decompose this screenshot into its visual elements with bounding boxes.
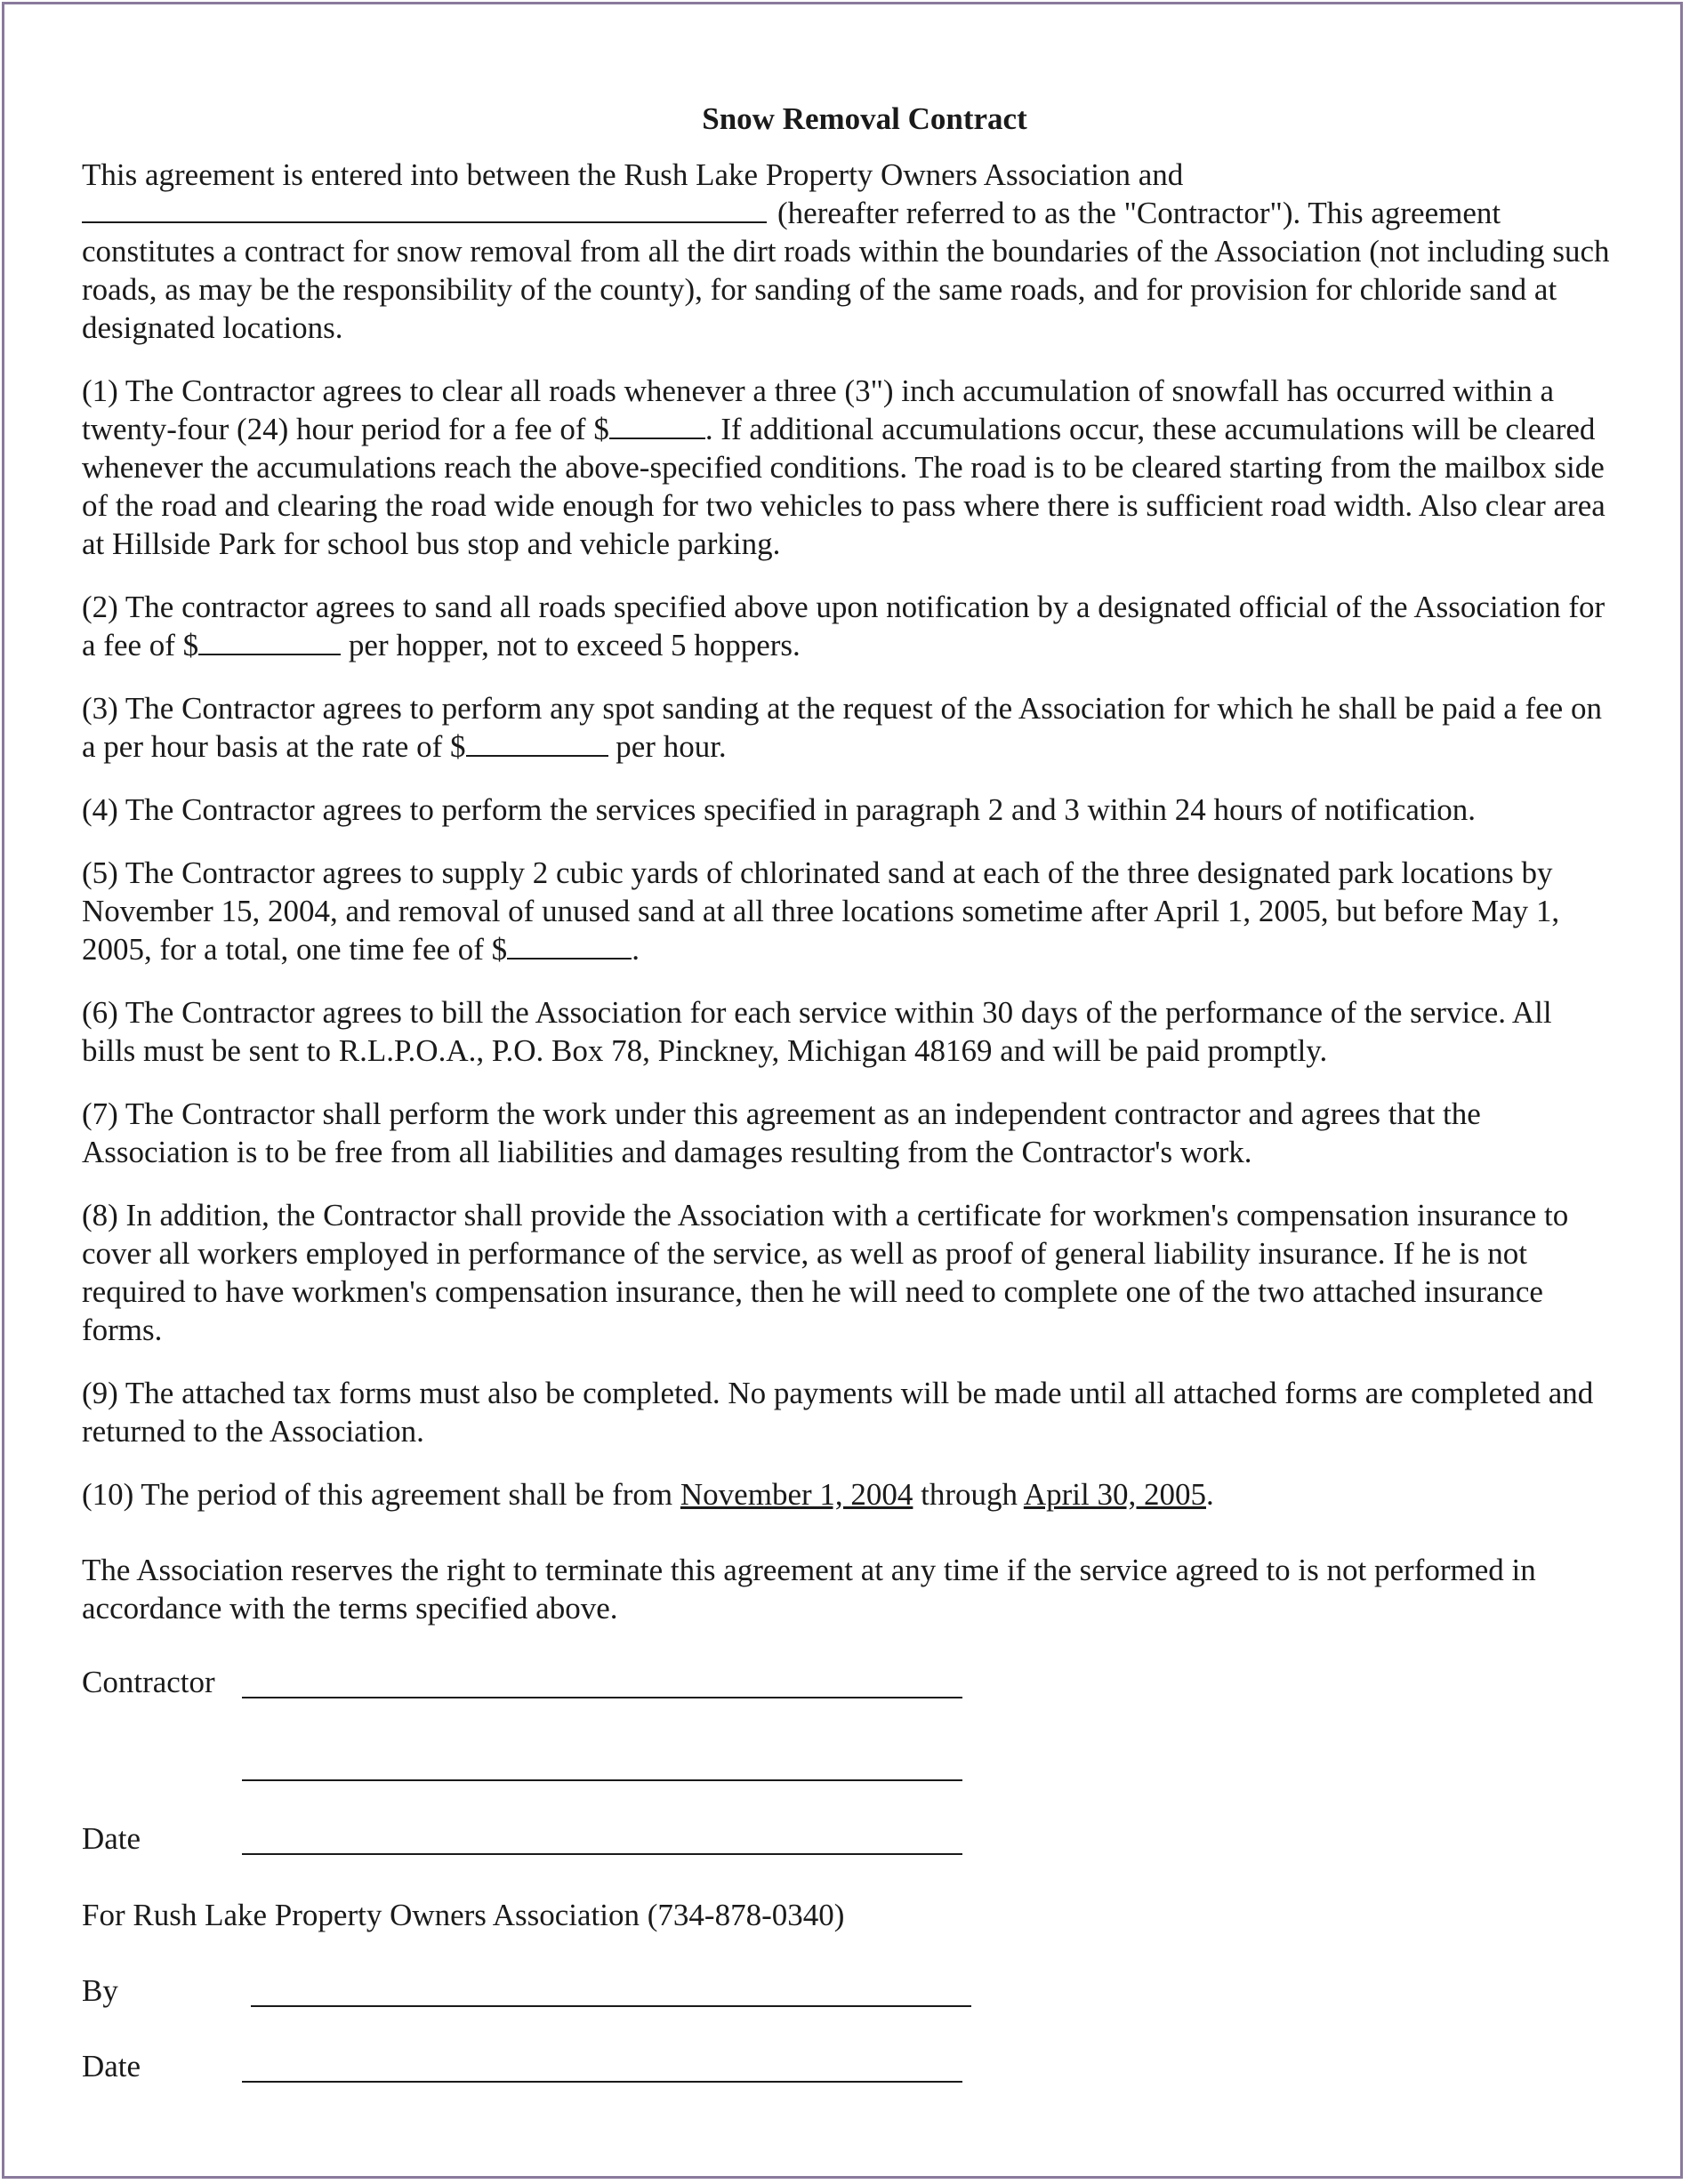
clause-5 <box>82 854 1612 968</box>
agreement-start-date: November 1, 2004 <box>680 1477 913 1512</box>
contractor-signature-row <box>82 1663 1612 1701</box>
termination-paragraph: The Association reserves the right to terminate this agreement at any time if the service agreed to is not performed in accordance with the terms specified above. <box>82 1553 1536 1626</box>
clause-2 <box>82 588 1612 664</box>
association-line: For Rush Lake Property Owners Association (734-878-0340) <box>82 1898 845 1932</box>
clause-1-text-a: (1) The Contractor agrees to clear all roads whenever a three (3") inch accumulation of snowfall has occurred within a twenty-four (24) hour period for a fee of $ <box>82 373 1555 446</box>
intro-paragraph <box>82 156 1612 347</box>
clause-10-text-c: . <box>1205 1477 1214 1512</box>
association-date-row <box>82 2047 1612 2085</box>
clause-10-text-mid: through <box>913 1477 1024 1512</box>
clause-9: (9) The attached tax forms must also be completed. No payments will be made until all attached forms are completed and returned to the Association. <box>82 1376 1594 1449</box>
clause-2-text-a: (2) The contractor agrees to sand all roads specified above upon notification by a designated official of the Association for a fee of $ <box>82 590 1606 662</box>
clause-1-text-b: . If additional accumulations occur, these accumulations will be cleared whenever the accumulations reach the above-specified conditions. The road is to be cleared starting from the mailbox side of the road and clearing the road wide enough for two vehicles to pass where there is sufficient road width. Also clear area at Hillside Park for school bus stop and vehicle parking. <box>82 412 1606 561</box>
clause-10 <box>82 1475 1612 1514</box>
clause-5-fee-blank <box>507 931 632 960</box>
clause-1-fee-blank <box>609 411 705 439</box>
clause-5-text-a: (5) The Contractor agrees to supply 2 cubic yards of chlorinated sand at each of the three designated park locations by November 15, 2004, and removal of unused sand at all three locations sometime after April 1, 2005, but before May 1, 2005, for a total, one time fee of $ <box>82 855 1560 967</box>
contractor-second-line-row <box>82 1746 1612 1784</box>
intro-continued: (hereafter referred to as the "Contractor"). This agreement constitutes a contract for snow removal from all the dirt roads within the boundaries of the Association (not including such roads, as may be the responsibility of the county), for sanding of the same roads, and for provision for chloride sand at designated locations. <box>82 196 1610 345</box>
document-title: Snow Removal Contract <box>702 101 1027 136</box>
by-signature-line[interactable] <box>251 2005 971 2007</box>
clause-3-text-b: per hour. <box>608 729 727 764</box>
clause-5-text-b: . <box>632 932 640 967</box>
clause-10-text-a: (10) The period of this agreement shall be from <box>82 1477 680 1512</box>
contract-document <box>82 100 1612 2085</box>
by-signature-row <box>82 1971 1612 2010</box>
clause-3 <box>82 689 1612 766</box>
date-label-1: Date <box>82 1821 141 1856</box>
contractor-signature-line[interactable] <box>242 1697 962 1698</box>
clause-3-rate-blank <box>466 728 608 757</box>
clause-4: (4) The Contractor agrees to perform the services specified in paragraph 2 and 3 within 24 hours of notification. <box>82 792 1477 827</box>
contractor-label: Contractor <box>82 1665 215 1699</box>
date-label-2: Date <box>82 2049 141 2084</box>
clause-1 <box>82 372 1612 563</box>
contractor-second-line[interactable] <box>242 1779 962 1781</box>
intro-line1: This agreement is entered into between the Rush Lake Property Owners Association and <box>82 157 1184 192</box>
clause-6: (6) The Contractor agrees to bill the Association for each service within 30 days of the performance of the service. All bills must be sent to R.L.P.O.A., P.O. Box 78, Pinckney, Michigan 48169 and will be paid promptly. <box>82 995 1552 1068</box>
association-date-line[interactable] <box>242 2081 962 2083</box>
contractor-name-blank <box>82 195 767 223</box>
contractor-date-line[interactable] <box>242 1853 962 1855</box>
by-label: By <box>82 1973 118 2008</box>
clause-2-text-b: per hopper, not to exceed 5 hoppers. <box>341 628 801 662</box>
clause-2-fee-blank <box>198 627 341 655</box>
clause-7: (7) The Contractor shall perform the work under this agreement as an independent contractor and agrees that the Association is to be free from all liabilities and damages resulting from the Contractor's work. <box>82 1096 1481 1169</box>
clause-3-text-a: (3) The Contractor agrees to perform any spot sanding at the request of the Association for which he shall be paid a fee on a per hour basis at the rate of $ <box>82 691 1602 764</box>
clause-8: (8) In addition, the Contractor shall provide the Association with a certificate for workmen's compensation insurance to cover all workers employed in performance of the service, as well as proof of general liability insurance. If he is not required to have workmen's compensation insurance, then he will need to complete one of the two attached insurance forms. <box>82 1198 1569 1347</box>
contractor-date-row <box>82 1819 1612 1858</box>
agreement-end-date: April 30, 2005 <box>1023 1477 1206 1512</box>
